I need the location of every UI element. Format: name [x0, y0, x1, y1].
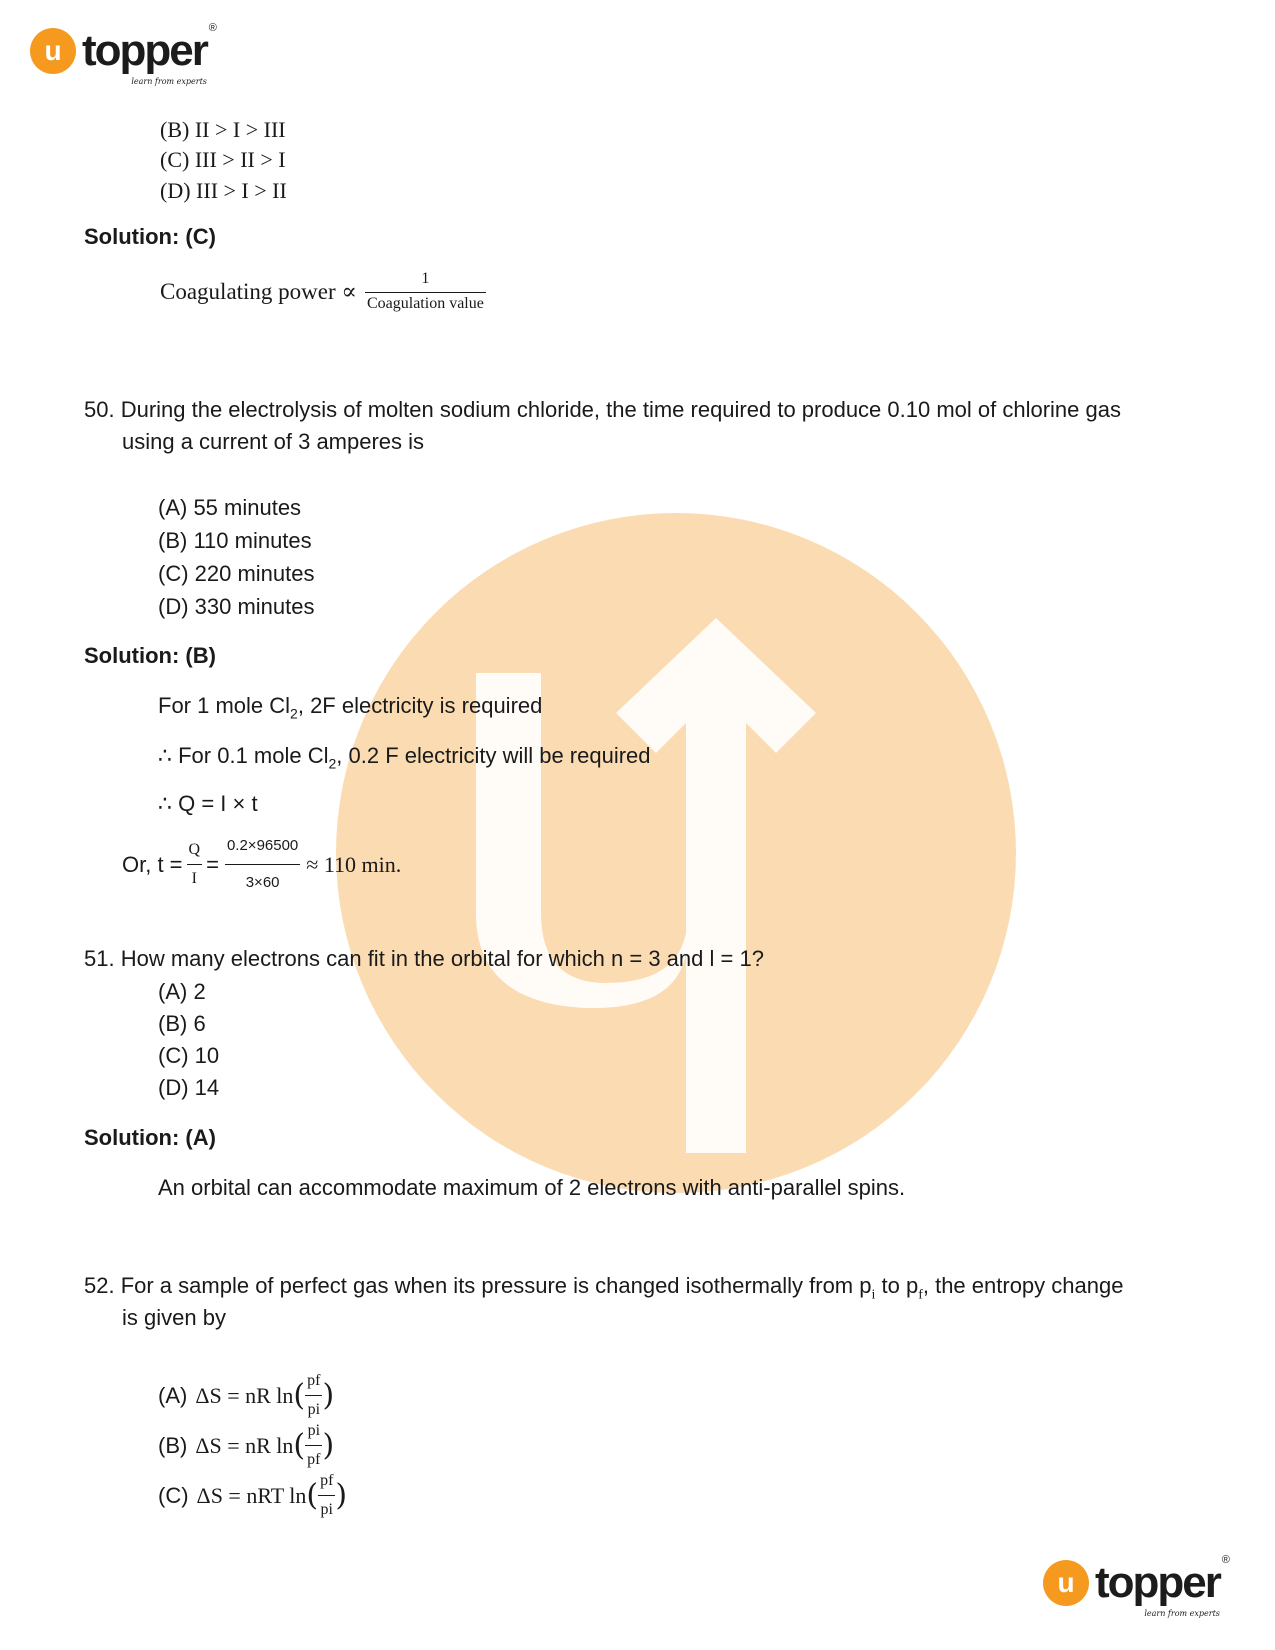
- q52-option-c: (C) ΔS = nRT ln ( $\frac{pf}{pi}$ ): [158, 1467, 347, 1524]
- q50-option-c: (C) 220 minutes: [158, 561, 315, 586]
- logo-wordmark: topper: [82, 26, 207, 75]
- prev-option-d: (D) III > I > II: [160, 178, 287, 203]
- q52-question-line2: is given by: [122, 1305, 226, 1330]
- q51-solution-heading: Solution: (A): [84, 1125, 216, 1150]
- q50-solution-line4: Or, t = $\frac{Q}{I}$ = $\frac{0.2\times 96500}{3\times 60}$ ≈ 110 min.: [122, 832, 401, 897]
- q51-option-c: (C) 10: [158, 1043, 220, 1068]
- prev-option-b: (B) II > I > III: [160, 117, 286, 142]
- q52-option-b: (B) ΔS = nR ln ( $\frac{pi}{pf}$ ): [158, 1417, 334, 1474]
- watermark-arrow-icon: [336, 513, 1016, 1193]
- q50-question-line1: 50. During the electrolysis of molten sodium chloride, the time required to produce 0.10 mol of chlorine gas: [84, 397, 1121, 422]
- q52-question-line1: 52. For a sample of perfect gas when its pressure is changed isothermally from $p_i$ to $p_f$, the entropy change: [84, 1273, 1124, 1303]
- footer-logo-u-icon: u: [1043, 1560, 1089, 1606]
- q51-option-d: (D) 14: [158, 1075, 220, 1100]
- q50-question-line2: using a current of 3 amperes is: [122, 429, 425, 454]
- logo-tagline: learn from experts: [131, 77, 207, 86]
- q50-solution-line2: ∴ For 0.1 mole $Cl_2$, 0.2 F electricity will be required: [158, 743, 651, 772]
- prev-formula-lhs: Coagulating power ∝: [160, 278, 357, 304]
- q51-option-b: (B) 6: [158, 1011, 206, 1036]
- footer-logo-tagline: learn from experts: [1144, 1609, 1220, 1618]
- q50-option-d: (D) 330 minutes: [158, 594, 315, 619]
- footer-logo-registered: ®: [1221, 1554, 1230, 1566]
- q50-solution-line1: For 1 mole $Cl_2$, 2F electricity is required: [158, 693, 543, 722]
- prev-formula-denominator: Coagulation value: [366, 295, 484, 312]
- logo-registered: ®: [208, 22, 217, 34]
- prev-solution-heading: Solution: (C): [84, 224, 216, 249]
- q50-solution-line3: ∴ Q = I × t: [158, 791, 258, 816]
- q51-explanation: An orbital can accommodate maximum of 2 electrons with anti-parallel spins.: [158, 1175, 906, 1200]
- q50-solution-heading: Solution: (B): [84, 643, 216, 668]
- q51-option-a: (A) 2: [158, 979, 206, 1004]
- prev-option-c: (C) III > II > I: [160, 147, 286, 172]
- q50-option-a: (A) 55 minutes: [158, 495, 302, 520]
- prev-formula: [160, 270, 486, 313]
- logo-u-icon: u: [30, 28, 76, 74]
- prev-formula-numerator: 1: [365, 270, 486, 293]
- header-logo: [30, 22, 217, 86]
- q52-option-a: (A) ΔS = nR ln ( $\frac{pf}{pi}$ ): [158, 1367, 334, 1424]
- q50-option-b: (B) 110 minutes: [158, 528, 312, 553]
- q51-question: 51. How many electrons can fit in the orbital for which n = 3 and l = 1?: [84, 946, 764, 971]
- footer-logo: [1043, 1554, 1230, 1618]
- footer-logo-wordmark: topper: [1095, 1558, 1220, 1607]
